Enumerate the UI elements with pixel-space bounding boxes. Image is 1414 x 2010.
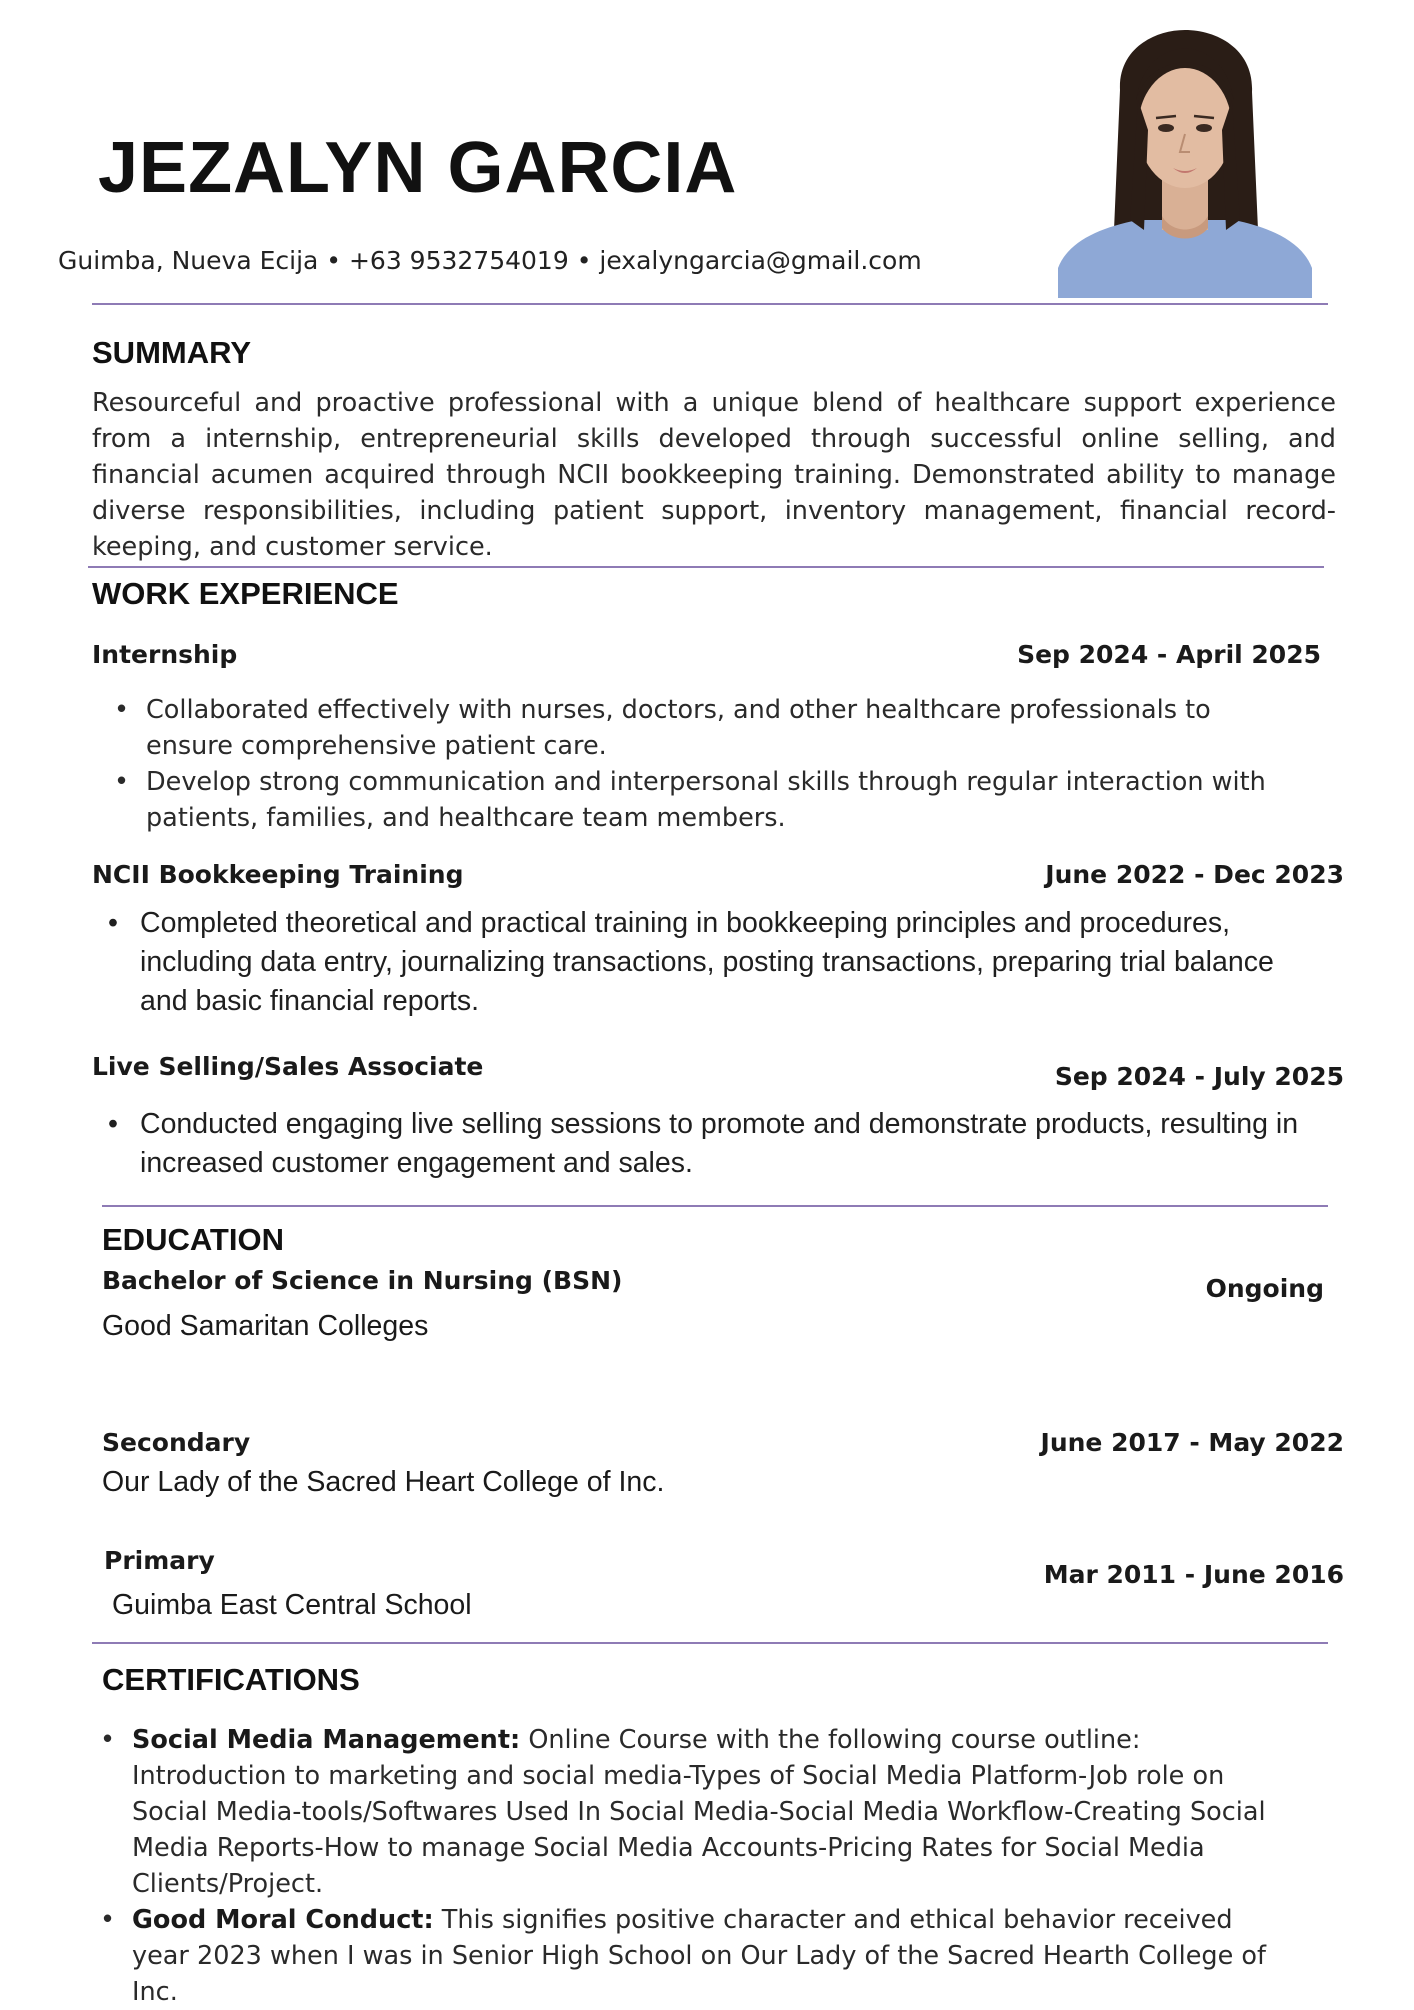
education-school-primary: Guimba East Central School	[112, 1589, 472, 1621]
job-date-internship: Sep 2024 - April 2025	[1017, 640, 1321, 669]
job-date-live-selling: Sep 2024 - July 2025	[1054, 1062, 1344, 1091]
education-date-primary: Mar 2011 - June 2016	[1043, 1560, 1344, 1589]
divider-education	[92, 1642, 1328, 1644]
resume-name: JEZALYN GARCIA	[98, 128, 738, 208]
job-bullets-internship	[92, 692, 1302, 836]
certification-text: This signifies positive character and ethical behavior received year 2023 when I was in Senior High School on Our Lady of the Sacred Hearth College of Inc.	[132, 1905, 1266, 2007]
work-experience-heading: WORK EXPERIENCE	[92, 576, 399, 611]
education-level-secondary: Secondary	[102, 1428, 251, 1457]
certification-text: Online Course with the following course outline: Introduction to marketing and social media-Types of Social Media Platform-Job role on Social Media-tools/Softwares Used In Social Media-Social Media Workflow-Creating Social Media Reports-How to manage Social Media Accounts-Pricing Rates for Social Media Clients/Project.	[132, 1725, 1266, 1899]
summary-heading: SUMMARY	[92, 335, 252, 370]
contact-line: Guimba, Nueva Ecija • +63 9532754019 • jexalyngarcia@gmail.com	[58, 246, 922, 275]
certification-item	[78, 1722, 1278, 1902]
divider-summary	[88, 566, 1324, 568]
job-bullets-live-selling	[86, 1105, 1306, 1183]
education-date-secondary: June 2017 - May 2022	[1040, 1428, 1344, 1457]
education-level-primary: Primary	[104, 1546, 215, 1575]
education-level-bsn: Bachelor of Science in Nursing (BSN)	[102, 1266, 623, 1295]
list-item: • Completed theoretical and practical training in bookkeeping principles and procedures, including data entry, journalizing transactions, posting transactions, preparing trial balance and basic financial reports.	[86, 904, 1306, 1021]
education-heading: EDUCATION	[102, 1222, 284, 1257]
list-item: • Conducted engaging live selling sessions to promote and demonstrate products, resulting in increased customer engagement and sales.	[86, 1105, 1306, 1183]
job-title-internship: Internship	[92, 640, 238, 669]
certifications-heading: CERTIFICATIONS	[102, 1662, 360, 1697]
list-item: • Develop strong communication and interpersonal skills through regular interaction with patients, families, and healthcare team members.	[92, 764, 1302, 836]
certification-item	[78, 1902, 1278, 2010]
job-date-bookkeeping: June 2022 - Dec 2023	[1045, 860, 1344, 889]
list-item: • Collaborated effectively with nurses, doctors, and other healthcare professionals to ensure comprehensive patient care.	[92, 692, 1302, 764]
education-school-secondary: Our Lady of the Sacred Heart College of Inc.	[102, 1466, 665, 1498]
divider-header	[92, 303, 1328, 305]
education-date-bsn: Ongoing	[1205, 1274, 1324, 1303]
profile-photo	[1058, 30, 1312, 298]
education-school-bsn: Good Samaritan Colleges	[102, 1310, 429, 1342]
summary-text: Resourceful and proactive professional with a unique blend of healthcare support experience from a internship, entrepreneurial skills developed through successful online selling, and financial acumen acquired through NCII bookkeeping training. Demonstrated ability to manage diverse responsibilities, including patient support, inventory management, financial record-keeping, and customer service.	[92, 388, 1336, 562]
job-title-bookkeeping: NCII Bookkeeping Training	[92, 860, 464, 889]
job-bullets-bookkeeping	[86, 904, 1306, 1021]
certification-title: Social Media Management:	[132, 1725, 521, 1755]
certifications-list	[78, 1722, 1278, 2010]
divider-work	[102, 1205, 1328, 1207]
portrait-illustration	[1058, 30, 1312, 298]
job-title-live-selling: Live Selling/Sales Associate	[92, 1052, 484, 1081]
certification-title: Good Moral Conduct:	[132, 1905, 434, 1935]
